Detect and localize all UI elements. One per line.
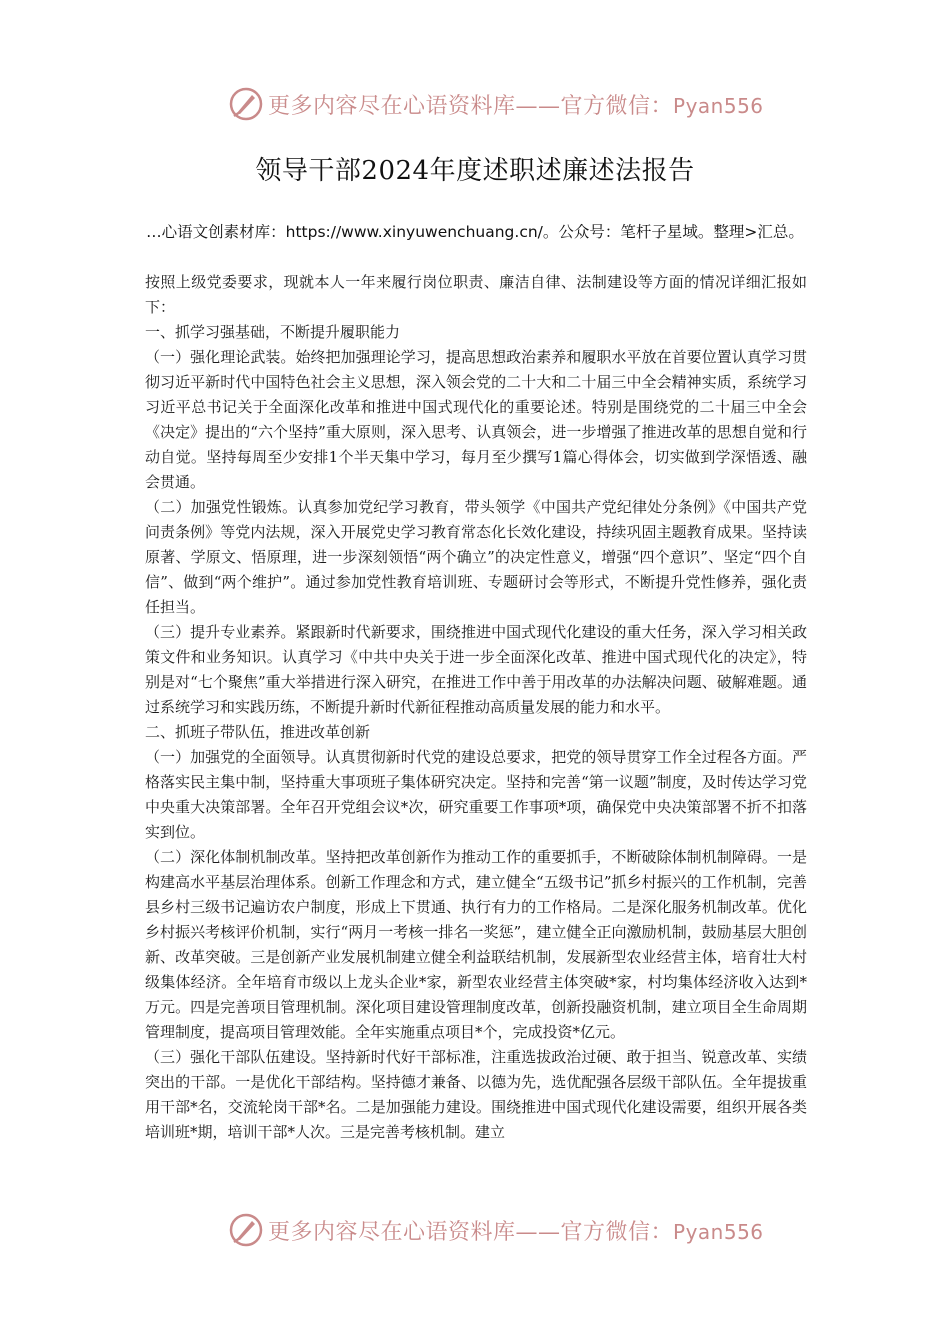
header-watermark <box>0 82 950 126</box>
footer-watermark <box>0 1208 950 1252</box>
watermark-wechat-id: Pyan556 <box>673 1219 764 1244</box>
paragraph: （一）强化理论武装。始终把加强理论学习，提高思想政治素养和履职水平放在首要位置认真学习贯彻习近平新时代中国特色社会主义思想，深入领会党的二十大和二十届三中全会精神实质，系统学习习近平总书记关于全面深化改革和推进中国式现代化的重要论述。特别是围绕党的二十届三中全会《决定》提出的“六个坚持”重大原则，深入思考、认真领会，进一步增强了推进改革的思想自觉和行动自觉。坚持每周至少安排1个半天集中学习，每月至少撰写1篇心得体会，切实做到学深悟透、融会贯通。 <box>145 348 807 491</box>
watermark-text: 更多内容尽在心语资料库 <box>268 1219 516 1245</box>
watermark-wechat-id: Pyan556 <box>673 93 764 118</box>
section-heading-2: 二、抓班子带队伍，推进改革创新 <box>145 723 371 741</box>
watermark-wechat-label: 官方微信： <box>560 93 674 119</box>
paragraph: （三）提升专业素养。紧跟新时代新要求，围绕推进中国式现代化建设的重大任务，深入学习相关政策文件和业务知识。认真学习《中共中央关于进一步全面深化改革、推进中国式现代化的决定》，特别是对“七个聚焦”重大举措进行深入研究，在推进工作中善于用改革的办法解决问题、破解难题。通过系统学习和实践历练，不断提升新时代新征程推动高质量发展的能力和水平。 <box>145 623 807 716</box>
paragraph: （一）加强党的全面领导。认真贯彻新时代党的建设总要求，把党的领导贯穿工作全过程各方面。严格落实民主集中制，坚持重大事项班子集体研究决定。坚持和完善“第一议题”制度，及时传达学习党中央重大决策部署。全年召开党组会议*次，研究重要工作事项*项，确保党中央决策部署不折不扣落实到位。 <box>145 748 807 841</box>
quill-pen-logo-icon <box>228 86 264 122</box>
watermark-dash: —— <box>515 1219 561 1245</box>
quill-pen-logo-icon <box>228 1212 264 1248</box>
section-heading-1: 一、抓学习强基础，不断提升履职能力 <box>145 323 401 341</box>
paragraph: （二）深化体制机制改革。坚持把改革创新作为推动工作的重要抓手，不断破除体制机制障碍。一是构建高水平基层治理体系。创新工作理念和方式，建立健全“五级书记”抓乡村振兴的工作机制，完善县乡村三级书记遍访农户制度，形成上下贯通、执行有力的工作格局。二是深化服务机制改革。优化乡村振兴考核评价机制，实行“两月一考核一排名一奖惩”，建立健全正向激励机制，鼓励基层大胆创新、改革突破。三是创新产业发展机制建立健全利益联结机制，发展新型农业经营主体，培育壮大村级集体经济。全年培育市级以上龙头企业*家，新型农业经营主体突破*家，村均集体经济收入达到*万元。四是完善项目管理机制。深化项目建设管理制度改革，创新投融资机制，建立项目全生命周期管理制度，提高项目管理效能。全年实施重点项目*个，完成投资*亿元。 <box>145 848 807 1041</box>
paragraph: （二）加强党性锻炼。认真参加党纪学习教育，带头领学《中国共产党纪律处分条例》《中国共产党问责条例》等党内法规，深入开展党史学习教育常态化长效化建设，持续巩固主题教育成果。坚持读原著、学原文、悟原理，进一步深刻领悟“两个确立”的决定性意义，增强“四个意识”、坚定“四个自信”、做到“两个维护”。通过参加党性教育培训班、专题研讨会等形式，不断提升党性修养，强化责任担当。 <box>145 498 807 616</box>
document-body <box>145 270 807 1145</box>
source-line: …心语文创素材库：https://www.xinyuwenchuang.cn/。公众号：笔杆子星域。整理>汇总。 <box>146 223 804 241</box>
document-title: 领导干部2024年度述职述廉述法报告 <box>255 156 695 186</box>
paragraph-intro: 按照上级党委要求，现就本人一年来履行岗位职责、廉洁自律、法制建设等方面的情况详细汇报如下： <box>145 273 807 316</box>
watermark-wechat-label: 官方微信： <box>560 1219 674 1245</box>
paragraph: （三）强化干部队伍建设。坚持新时代好干部标准，注重选拔政治过硬、敢于担当、锐意改革、实绩突出的干部。一是优化干部结构。坚持德才兼备、以德为先，选优配强各层级干部队伍。全年提拔重用干部*名，交流轮岗干部*名。二是加强能力建设。围绕推进中国式现代化建设需要，组织开展各类培训班*期，培训干部*人次。三是完善考核机制。建立 <box>145 1048 807 1141</box>
watermark-text: 更多内容尽在心语资料库 <box>268 93 516 119</box>
watermark-dash: —— <box>515 93 561 119</box>
